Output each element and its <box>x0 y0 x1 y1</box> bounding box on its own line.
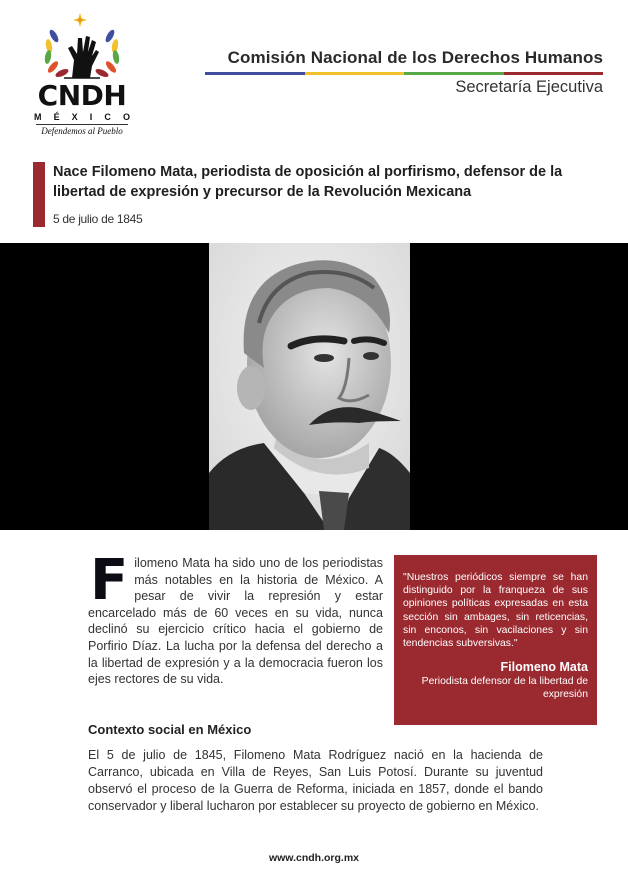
organization-name: Comisión Nacional de los Derechos Humanos <box>227 48 603 67</box>
logo-letter: I <box>89 112 93 122</box>
logo-divider <box>36 124 128 125</box>
logo-letter: X <box>71 112 78 122</box>
title-accent-bar <box>33 162 45 227</box>
article-date: 5 de julio de 1845 <box>53 212 143 226</box>
divider-segment-red <box>504 72 604 75</box>
logo-letter: O <box>122 112 130 122</box>
divider-segment-yellow <box>305 72 405 75</box>
quote-text: "Nuestros periódicos siempre se han distinguido por la franqueza de sus opiniones políticas expresadas en esta sección sin ambages, sin reticencias, sin enconos, sin vacilaciones y sin tendencias subversivas." <box>403 572 588 650</box>
quote-box <box>394 555 597 725</box>
drop-cap: F <box>90 548 129 613</box>
portrait-image <box>209 243 410 530</box>
intro-text: ilomeno Mata ha sido uno de los periodistas más notables en la historia de México. A pesar de vivir la represión y estar encarcelado más de 60 veces en su vida, nunca declinó su ejercicio crítico hacia el gobierno de Porfirio Díaz. La lucha por la defensa del derecho a la libertad de expresión y a la democracia fueron los ejes rectores de su vida. <box>88 556 383 687</box>
portrait-photo <box>209 243 410 530</box>
logo-country <box>34 112 130 122</box>
footer-website-link[interactable]: www.cndh.org.mx <box>268 852 360 864</box>
divider-segment-blue <box>205 72 305 75</box>
quote-author: Filomeno Mata <box>500 660 588 675</box>
logo-letter: C <box>104 112 111 122</box>
logo-motto: Defendemos al Pueblo <box>41 126 123 136</box>
divider-segment-green <box>404 72 504 75</box>
department-name: Secretaría Ejecutiva <box>455 78 603 96</box>
color-divider <box>205 72 603 75</box>
section-heading: Contexto social en México <box>88 722 252 737</box>
logo-letter: M <box>34 112 42 122</box>
logo-wordmark: CNDH <box>37 79 127 112</box>
intro-paragraph <box>88 548 383 688</box>
page-title: Nace Filomeno Mata, periodista de oposición al porfirismo, defensor de la libertad de expresión y precursor de la Revolución Mexicana <box>53 164 563 200</box>
logo-letter: É <box>53 112 60 122</box>
cndh-logo <box>28 12 138 140</box>
quote-author-role: Periodista defensor de la libertad de expresión <box>421 676 588 701</box>
section-body: El 5 de julio de 1845, Filomeno Mata Rodríguez nació en la hacienda de Carranco, ubicada en Villa de Reyes, San Luis Potosí. Durante su juventud observó el proceso de la Guerra de Reforma, iniciada en 1857, donde el bando conservador y liberal lucharon por establecer su proyecto de gobierno en México. <box>88 748 543 813</box>
hand-laurel-emblem-icon <box>28 12 138 82</box>
